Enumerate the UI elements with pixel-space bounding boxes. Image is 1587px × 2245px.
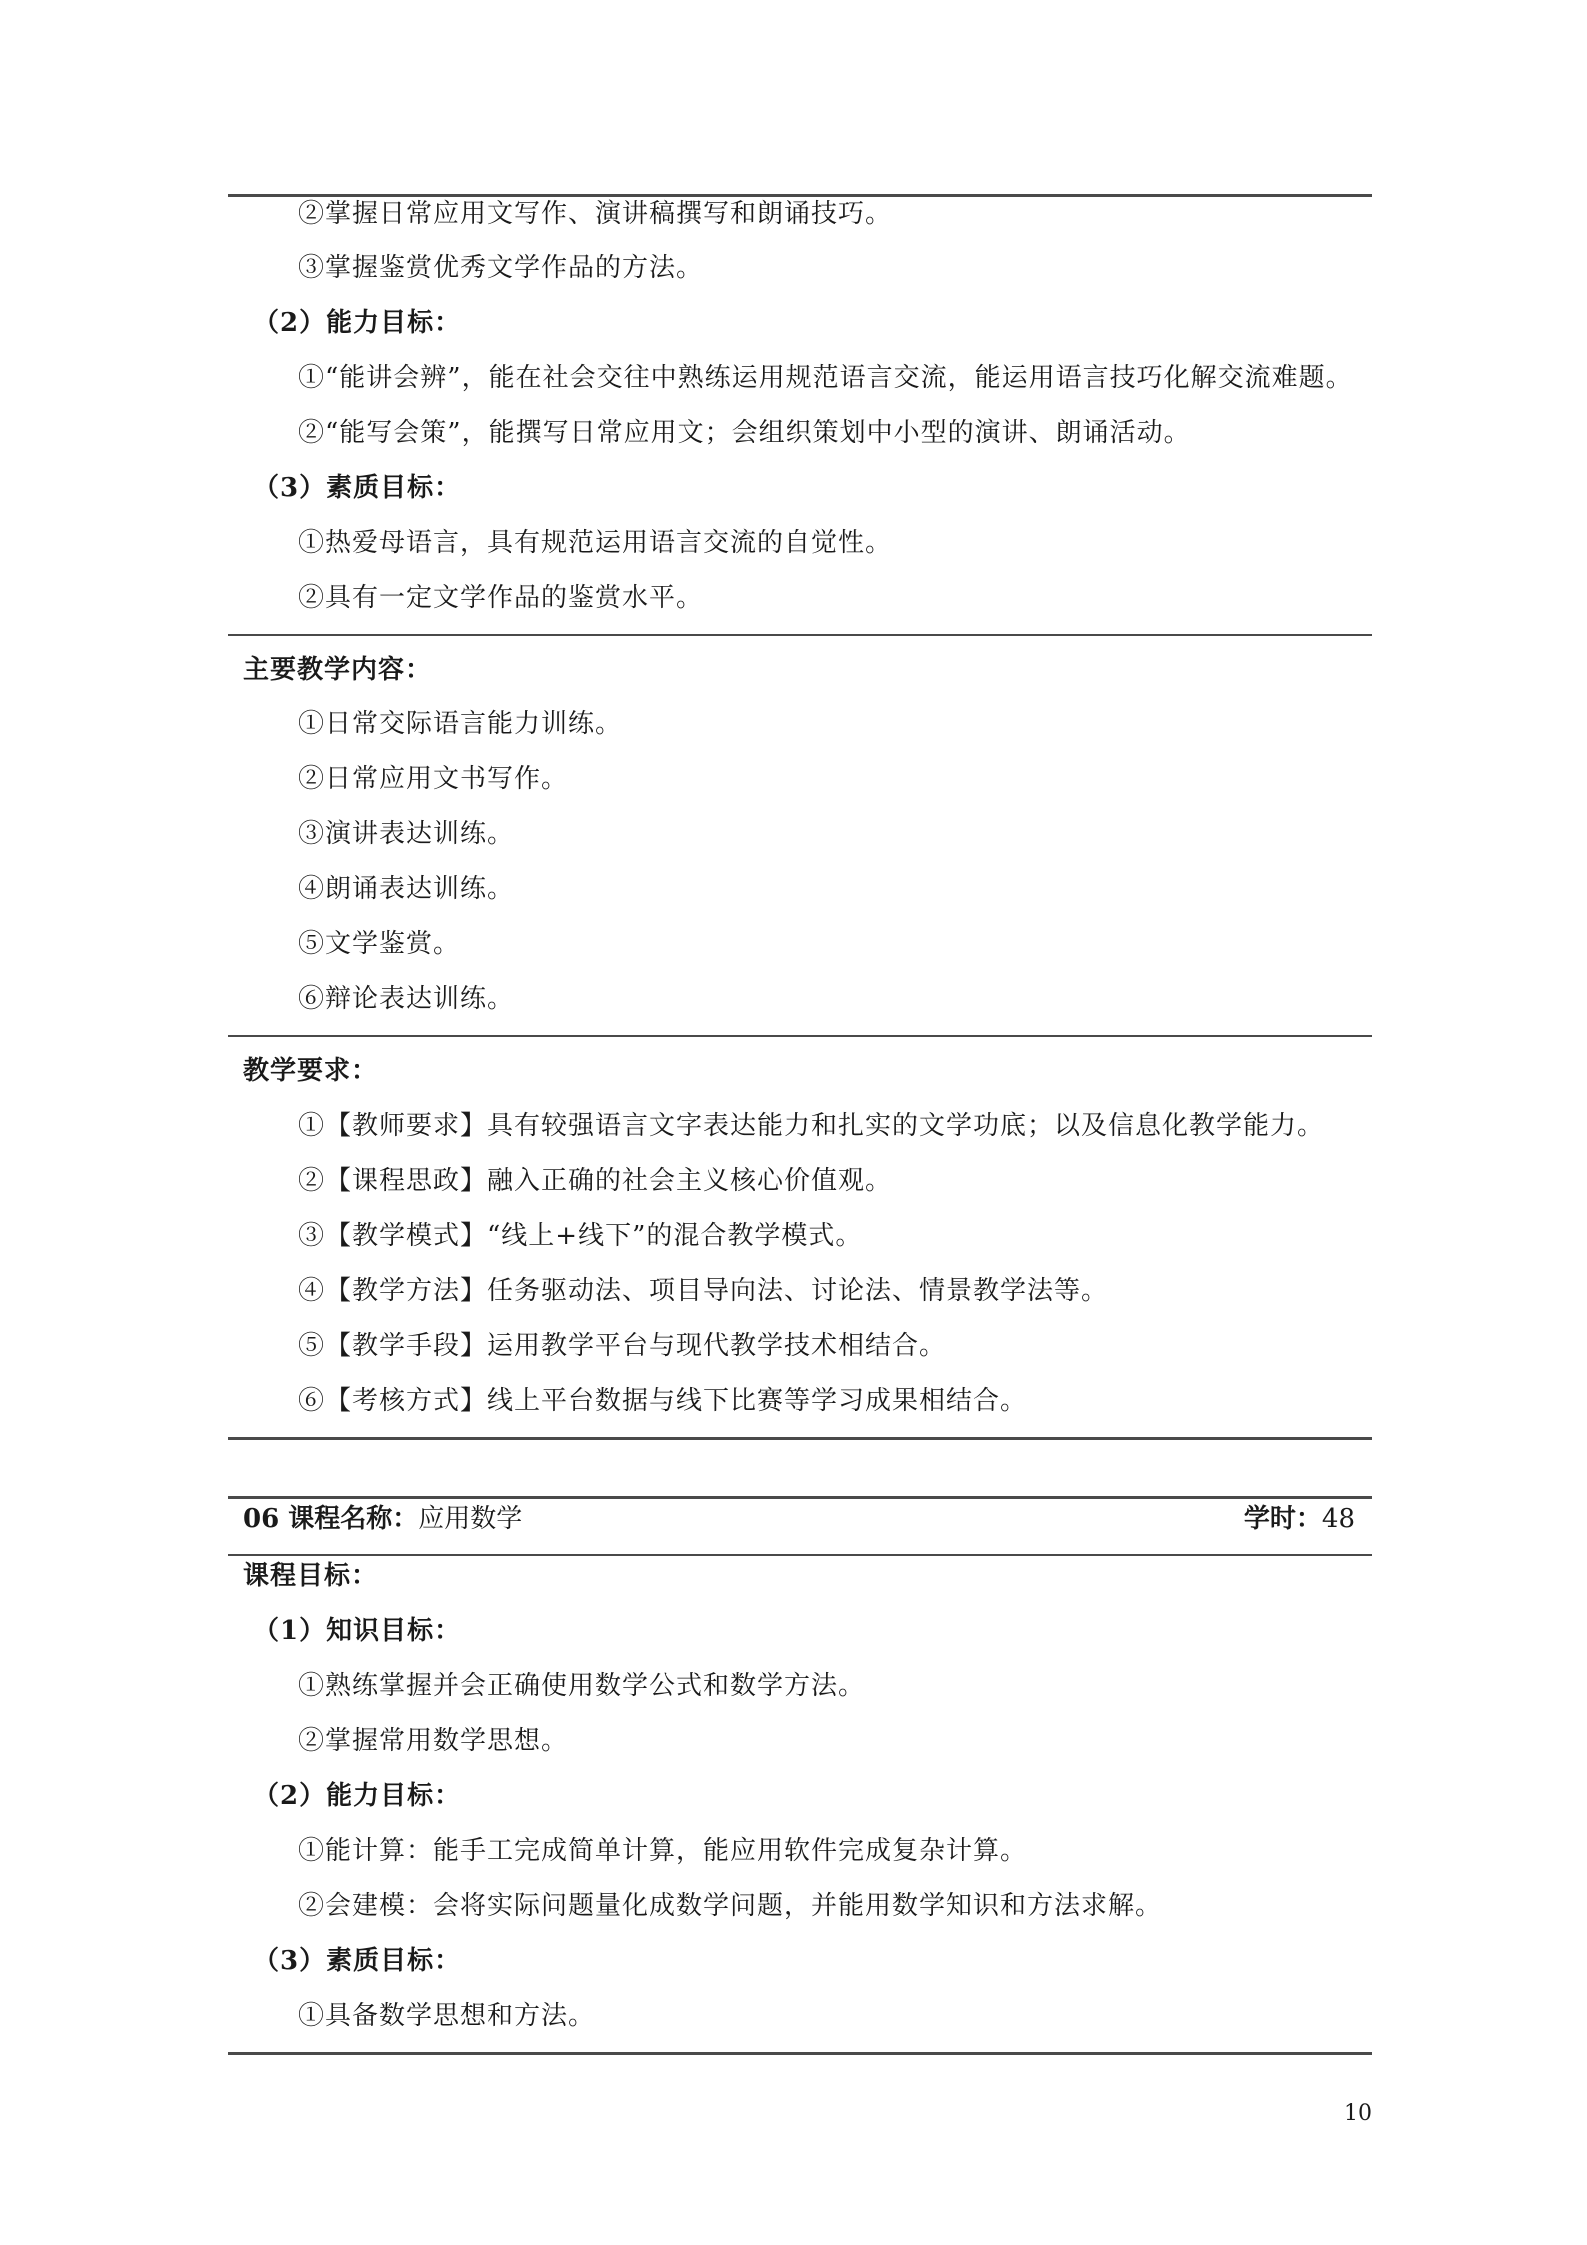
quality-item-1: ①热爱母语言，具有规范运用语言交流的自觉性。	[298, 528, 893, 558]
page-number: 10	[1344, 2101, 1372, 2126]
section-divider	[228, 634, 1372, 636]
course-name: 应用数学	[418, 1504, 523, 1534]
requirement-item-6: ⑥【考核方式】线上平台数据与线下比赛等学习成果相结合。	[298, 1386, 1028, 1416]
course-hours: 48	[1321, 1504, 1355, 1534]
table-bottom-rule	[228, 1437, 1372, 1440]
requirement-item-1: ①【教师要求】具有较强语言文字表达能力和扎实的文学功底；以及信息化教学能力。	[298, 1111, 1325, 1141]
requirement-item-2: ②【课程思政】融入正确的社会主义核心价值观。	[298, 1166, 893, 1196]
requirement-item-3: ③【教学模式】“线上+线下”的混合教学模式。	[298, 1221, 863, 1251]
quality-item-2: ②具有一定文学作品的鉴赏水平。	[298, 583, 704, 613]
course-ability-item-1: ①能计算：能手工完成简单计算，能应用软件完成复杂计算。	[298, 1836, 1028, 1866]
table-top-rule	[228, 194, 1372, 197]
content-item-3: ③演讲表达训练。	[298, 819, 515, 849]
course-ability-item-2: ②会建模：会将实际问题量化成数学问题，并能用数学知识和方法求解。	[298, 1891, 1163, 1921]
ability-item-1: ①“能讲会辨”，能在社会交往中熟练运用规范语言交流，能运用语言技巧化解交流难题。	[298, 363, 1353, 393]
knowledge-item-3: ③掌握鉴赏优秀文学作品的方法。	[298, 253, 704, 283]
table-bottom-rule	[228, 2052, 1372, 2055]
content-item-1: ①日常交际语言能力训练。	[298, 709, 623, 739]
course-quality-item-1: ①具备数学思想和方法。	[298, 2001, 596, 2031]
quality-heading: （3）素质目标：	[253, 473, 462, 503]
course-ability-heading: （2）能力目标：	[253, 1781, 462, 1811]
requirement-item-5: ⑤【教学手段】运用教学平台与现代教学技术相结合。	[298, 1331, 947, 1361]
knowledge-item-2: ②掌握日常应用文写作、演讲稿撰写和朗诵技巧。	[298, 199, 893, 229]
course-goals-heading: 课程目标：	[243, 1561, 379, 1591]
table-top-rule	[228, 1496, 1372, 1499]
content-item-2: ②日常应用文书写作。	[298, 764, 569, 794]
course-number-label: 06 课程名称：	[243, 1504, 419, 1534]
course-hours-label: 学时：	[1243, 1504, 1322, 1534]
course-quality-heading: （3）素质目标：	[253, 1946, 462, 1976]
course-knowledge-item-1: ①熟练掌握并会正确使用数学公式和数学方法。	[298, 1671, 866, 1701]
content-item-6: ⑥辩论表达训练。	[298, 984, 515, 1014]
requirements-heading: 教学要求：	[243, 1056, 379, 1086]
course-hours-cell	[1244, 1503, 1355, 1535]
section-divider	[228, 1554, 1372, 1556]
course-knowledge-heading: （1）知识目标：	[253, 1616, 462, 1646]
ability-heading: （2）能力目标：	[253, 308, 462, 338]
content-item-5: ⑤文学鉴赏。	[298, 929, 461, 959]
ability-item-2: ②“能写会策”，能撰写日常应用文；会组织策划中小型的演讲、朗诵活动。	[298, 418, 1191, 448]
requirement-item-4: ④【教学方法】任务驱动法、项目导向法、讨论法、情景教学法等。	[298, 1276, 1109, 1306]
course-knowledge-item-2: ②掌握常用数学思想。	[298, 1726, 569, 1756]
content-heading: 主要教学内容：	[243, 655, 433, 685]
content-item-4: ④朗诵表达训练。	[298, 874, 515, 904]
section-divider	[228, 1035, 1372, 1037]
course-name-cell	[243, 1503, 522, 1535]
